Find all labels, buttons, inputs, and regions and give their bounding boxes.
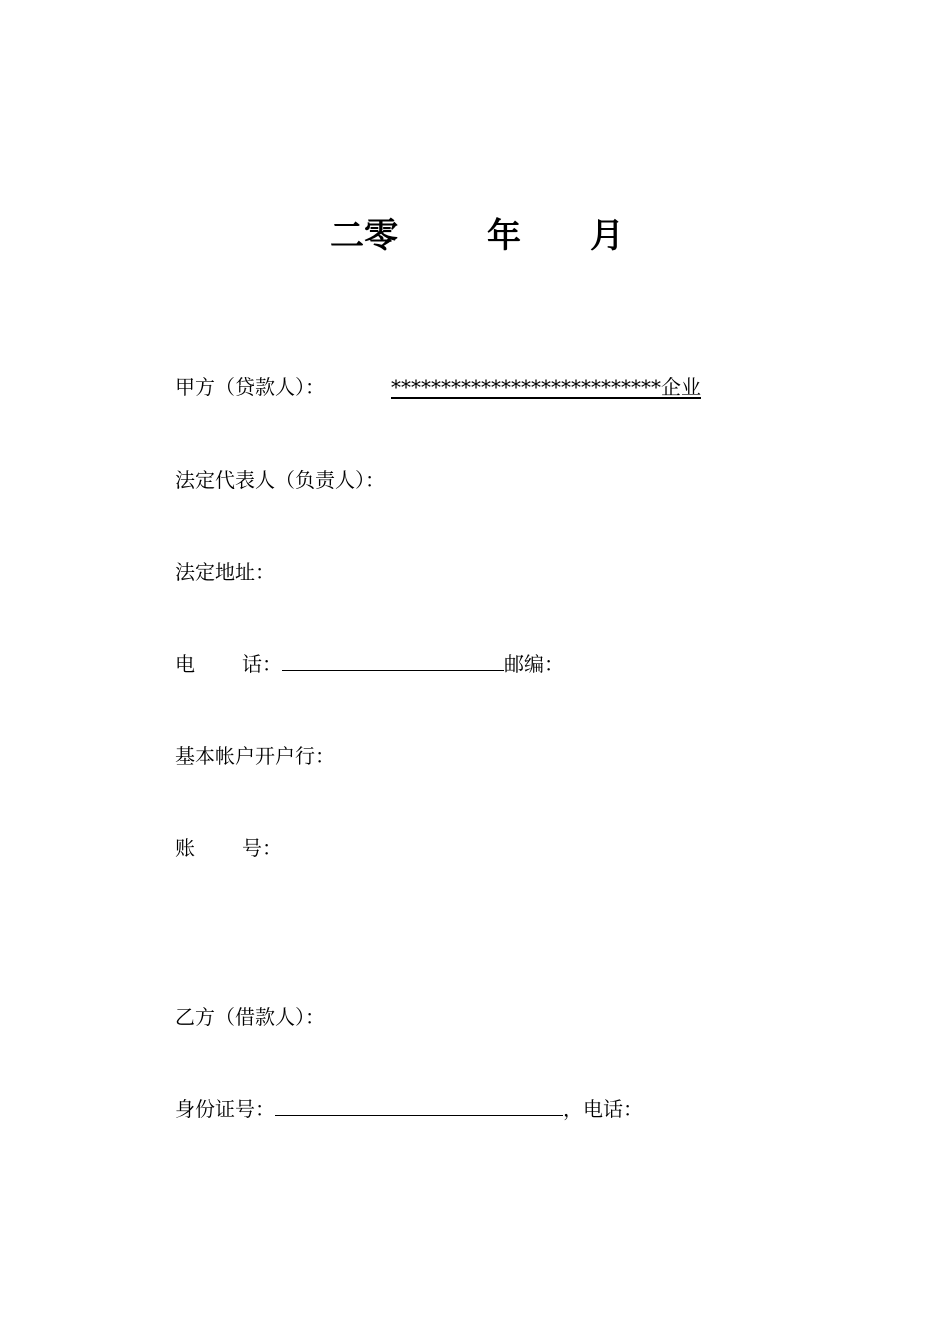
account-row (175, 834, 282, 862)
lender-row (175, 373, 701, 401)
id-label: 身份证号： (175, 1097, 275, 1121)
date-year-label: 年 (487, 216, 521, 256)
lender-label: 甲方（贷款人）： (175, 375, 325, 399)
legal-rep-label: 法定代表人（负责人）： (175, 468, 385, 492)
account-label-char2: 号： (242, 836, 282, 860)
phone-label-char2: 话： (242, 652, 282, 676)
lender-name-suffix: 企业 (661, 375, 701, 399)
date-line (0, 208, 950, 258)
postcode-label: 邮编： (504, 652, 564, 676)
lender-name-masked: *************************** (391, 375, 661, 399)
phone-label-char1: 电 (175, 652, 195, 676)
id-blank-field[interactable] (275, 1095, 563, 1116)
legal-rep-row (175, 466, 385, 494)
borrower-row (175, 1003, 325, 1031)
borrower-label: 乙方（借款人）： (175, 1005, 325, 1029)
account-label-char1: 账 (175, 836, 195, 860)
legal-address-label: 法定地址： (175, 560, 275, 584)
bank-row (175, 742, 335, 770)
phone-blank-field[interactable] (282, 650, 504, 671)
legal-address-row (175, 558, 275, 586)
id-phone-label: ，电话： (563, 1097, 643, 1121)
phone-row (175, 650, 564, 678)
date-prefix: 二零 (330, 216, 398, 256)
date-month-label: 月 (590, 216, 624, 256)
bank-label: 基本帐户开户行： (175, 744, 335, 768)
id-row (175, 1095, 643, 1123)
lender-name-field[interactable] (325, 375, 701, 399)
